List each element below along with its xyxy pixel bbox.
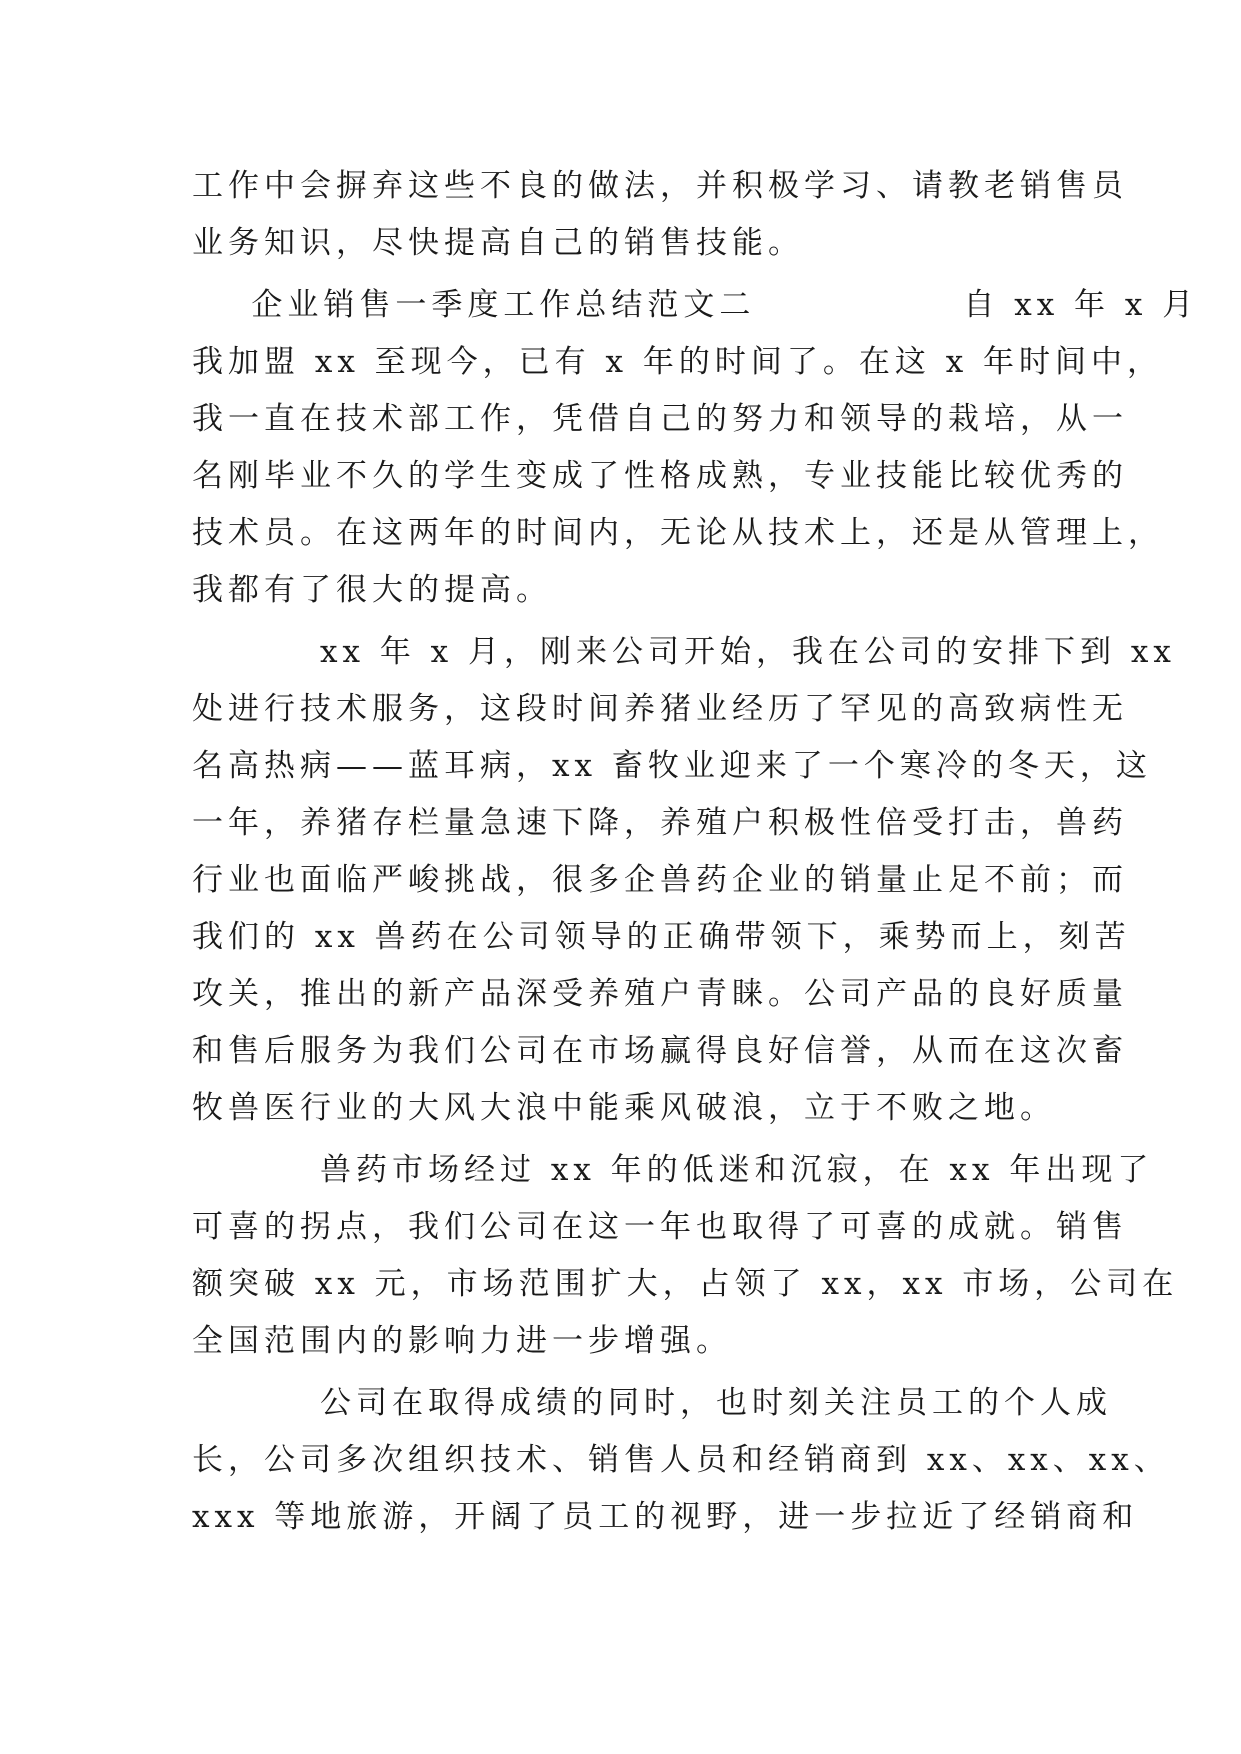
text-line: 工作中会摒弃这些不良的做法，并积极学习、请教老销售员 <box>192 168 1128 204</box>
text-line: 额突破 xx 元，市场范围扩大，占领了 xx，xx 市场，公司在 <box>192 1266 1179 1302</box>
text-line: 我加盟 xx 至现今，已有 x 年的时间了。在这 x 年时间中， <box>192 344 1164 380</box>
text-line: 行业也面临严峻挑战，很多企兽药企业的销量止足不前；而 <box>192 862 1128 898</box>
text-line: 我都有了很大的提高。 <box>192 572 552 608</box>
text-line: 我一直在技术部工作，凭借自己的努力和领导的栽培，从一 <box>192 401 1128 437</box>
text-line: 业务知识，尽快提高自己的销售技能。 <box>192 225 804 261</box>
text-line: 可喜的拐点，我们公司在这一年也取得了可喜的成就。销售 <box>192 1209 1128 1245</box>
document-body <box>192 158 1199 1546</box>
text-line: 攻关，推出的新产品深受养殖户青睐。公司产品的良好质量 <box>192 976 1128 1012</box>
text-line: xxx 等地旅游，开阔了员工的视野，进一步拉近了经销商和 <box>192 1499 1139 1535</box>
text-line: 名刚毕业不久的学生变成了性格成熟，专业技能比较优秀的 <box>192 458 1128 494</box>
section-heading-line: 企业销售一季度工作总结范文二 自 xx 年 x 月 <box>192 287 1199 323</box>
text-line: 和售后服务为我们公司在市场赢得良好信誉，从而在这次畜 <box>192 1033 1128 1069</box>
text-line: 技术员。在这两年的时间内，无论从技术上，还是从管理上， <box>192 515 1164 551</box>
text-line: 一年，养猪存栏量急速下降，养殖户积极性倍受打击，兽药 <box>192 805 1128 841</box>
text-line: 长，公司多次组织技术、销售人员和经销商到 xx、xx、xx、 <box>192 1442 1170 1478</box>
text-line: 名高热病——蓝耳病，xx 畜牧业迎来了一个寒冷的冬天，这 <box>192 748 1152 784</box>
text-line: 兽药市场经过 xx 年的低迷和沉寂，在 xx 年出现了 <box>320 1152 1154 1188</box>
text-line: xx 年 x 月，刚来公司开始，我在公司的安排下到 xx <box>320 634 1176 670</box>
text-line: 牧兽医行业的大风大浪中能乘风破浪，立于不败之地。 <box>192 1090 1056 1126</box>
text-line: 处进行技术服务，这段时间养猪业经历了罕见的高致病性无 <box>192 691 1128 727</box>
text-line: 我们的 xx 兽药在公司领导的正确带领下，乘势而上，刻苦 <box>192 919 1131 955</box>
text-line: 公司在取得成绩的同时，也时刻关注员工的个人成 <box>320 1385 1112 1421</box>
text-line: 全国范围内的影响力进一步增强。 <box>192 1323 732 1359</box>
